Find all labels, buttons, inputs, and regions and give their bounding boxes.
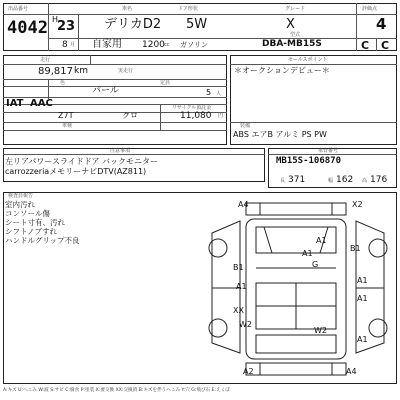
damage-mark: A1 <box>357 276 368 285</box>
exterior-score: C <box>381 39 390 52</box>
fuel: ガソリン <box>180 41 208 49</box>
grade-label: グレード <box>285 6 306 12</box>
seats-unit: 人 <box>216 91 222 97</box>
note-2: コンソール傷 <box>5 209 50 218</box>
damage-mark: A4 <box>346 367 357 376</box>
lot-number: 4042 <box>7 18 48 38</box>
damage-mark: A2 <box>243 367 254 376</box>
color-label: 色 <box>60 80 66 86</box>
score-label: 評価点 <box>362 6 378 12</box>
mileage-label: 走行 <box>40 57 51 63</box>
options-label: 注意事項 <box>110 148 131 154</box>
year: 23 <box>57 19 76 34</box>
sales-point: ＊オークションデビュー＊ <box>234 66 330 75</box>
options-line2: carrozzeriaメモリーナビDTV(AZ811) <box>5 167 147 176</box>
width: 162 <box>336 175 354 185</box>
inspection-label: 車検 <box>62 123 73 129</box>
note-4: シフトノブすれ <box>5 227 58 236</box>
trim-color: クロ <box>122 111 138 120</box>
auction-score: 4 <box>376 15 387 33</box>
car-damage-diagram <box>200 193 396 383</box>
car-name: デリカD2 <box>104 17 162 32</box>
aircon: AAC <box>30 98 53 109</box>
inspector-label: 検査員報告 <box>8 193 34 199</box>
note-5: ハンドルグリップ不良 <box>5 236 80 245</box>
length: 371 <box>288 175 306 185</box>
equipment: ABS エアB アルミ PS PW <box>233 130 327 139</box>
transmission: IAT <box>6 98 24 109</box>
model-code: DBA-MB15S <box>262 39 322 49</box>
chassis-label: 車台番号 <box>318 148 339 154</box>
lot-label: 出品番号 <box>8 6 29 12</box>
damage-mark: G <box>312 260 319 269</box>
era: H <box>52 15 59 24</box>
damage-mark: W2 <box>314 326 327 335</box>
door-type: 5W <box>186 17 208 32</box>
month-unit: 月 <box>70 42 76 48</box>
width-label: 幅 <box>328 178 334 184</box>
recycle-fee: 11,080 <box>180 111 212 121</box>
length-label: 長 <box>280 178 286 184</box>
body-color: パール <box>92 86 119 96</box>
mileage-kind: 実走行 <box>118 68 134 74</box>
damage-mark: A1 <box>302 249 313 258</box>
grade: X <box>286 17 295 32</box>
usage: 自家用 <box>92 39 122 50</box>
note-1: 室内汚れ <box>5 200 35 209</box>
color-code: Z7T <box>58 111 74 120</box>
maker-label: 車名 <box>122 6 133 12</box>
displacement: 1200 <box>142 40 165 50</box>
damage-mark: A1 <box>357 335 368 344</box>
seats: 5 <box>206 88 212 97</box>
note-3: シート寸有、汚れ <box>5 218 65 227</box>
mileage: 89,817 <box>38 66 73 77</box>
damage-mark: A4 <box>238 200 249 209</box>
model-label: 型式 <box>290 32 301 38</box>
options-line1: 左リアパワースライドドア バックモニター <box>5 157 159 166</box>
month: 8 <box>62 40 68 50</box>
seats-label: 定員 <box>160 80 171 86</box>
equipment-label: 装備 <box>240 123 251 129</box>
damage-mark: A1 <box>357 294 368 303</box>
sales-point-label: セールスポイント <box>288 57 328 63</box>
damage-mark: W2 <box>239 320 252 329</box>
recycle-unit: 円 <box>218 113 224 119</box>
damage-mark: XX <box>233 306 244 315</box>
damage-mark: B1 <box>233 263 244 272</box>
damage-mark: A1 <box>316 236 327 245</box>
damage-mark: A1 <box>236 282 247 291</box>
displacement-unit: cc <box>164 42 170 48</box>
damage-mark: X2 <box>352 200 363 209</box>
height-label: 高 <box>362 178 368 184</box>
interior-score: C <box>361 39 370 52</box>
height: 176 <box>370 175 388 185</box>
chassis-number: MB15S-106870 <box>276 156 342 166</box>
recycle-label: リサイクル預託金 <box>172 105 212 111</box>
door-label: ドア形状 <box>178 6 198 12</box>
damage-mark: B1 <box>350 244 361 253</box>
mileage-unit: km <box>74 66 88 76</box>
legend-footer: A:キズ U:へこみ W:波 S:サビ C:腐食 P:塗装 X:要交換 XX:交換済 B:キズを伴うへこみ Y:穴 G:飛び石 E:えくぼ <box>3 388 230 393</box>
